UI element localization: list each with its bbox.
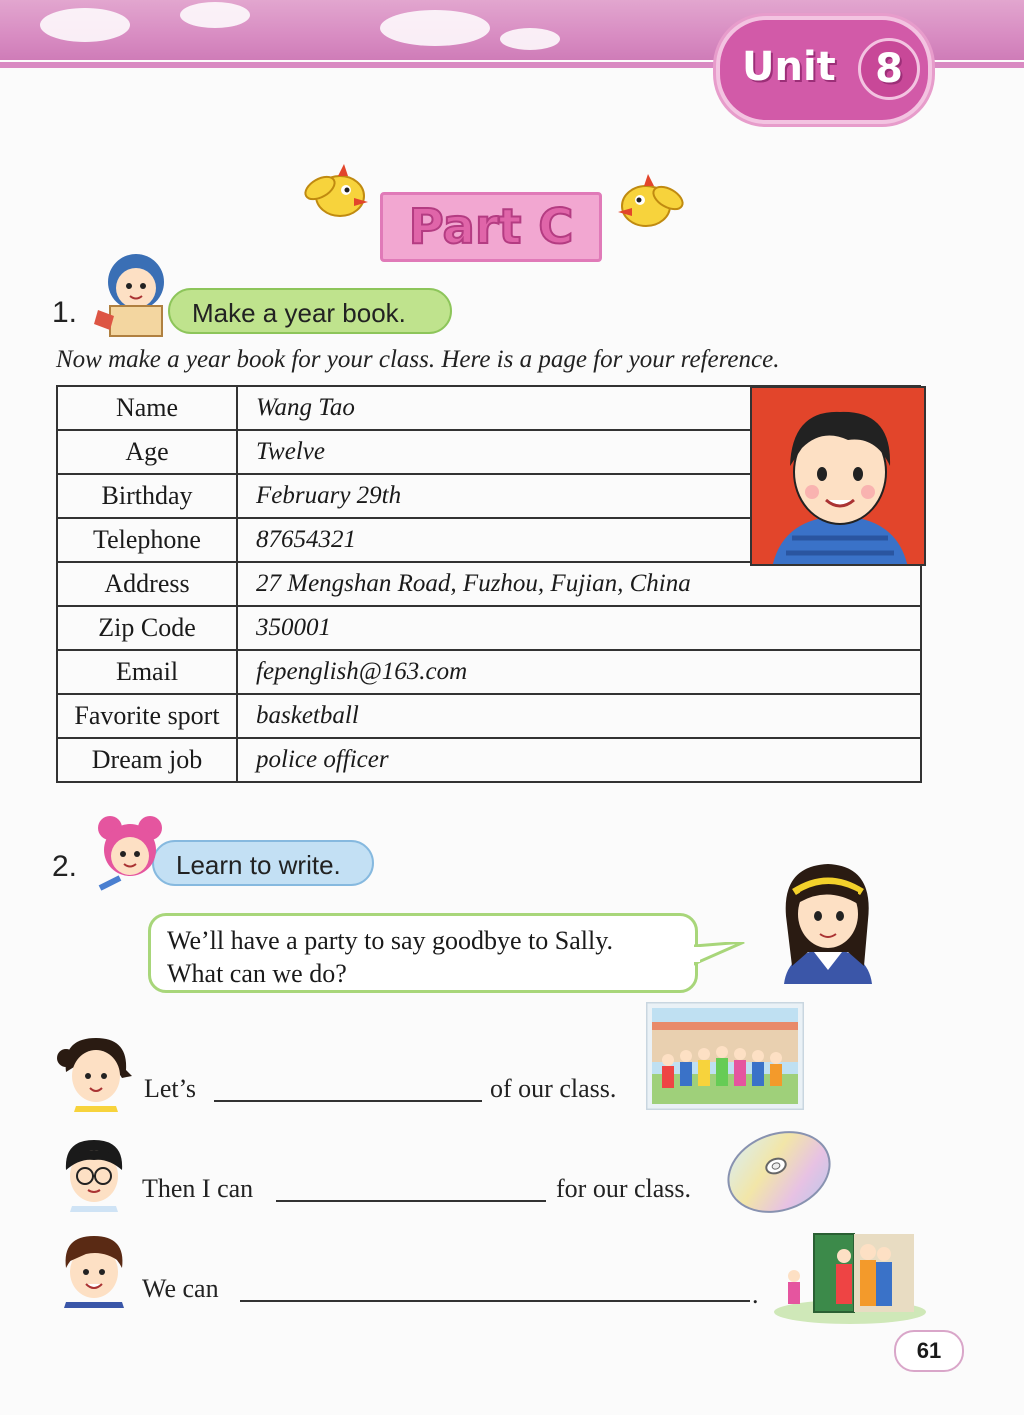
unit-badge <box>716 16 932 124</box>
row-value: 87654321 <box>237 518 921 562</box>
speech-bubble <box>148 913 698 993</box>
sentence-start: We can <box>142 1274 219 1303</box>
family-at-door-icon <box>772 1226 928 1326</box>
section1-number: 1. <box>52 296 78 329</box>
boy-portrait-icon <box>752 388 926 566</box>
girl-writing-icon <box>90 808 170 908</box>
boy-glasses-icon <box>56 1136 132 1212</box>
row-label: Birthday <box>57 474 237 518</box>
row-label: Favorite sport <box>57 694 237 738</box>
part-title: Part C <box>380 192 602 262</box>
sentence-start: Then I can <box>142 1174 254 1203</box>
sentence-end: of our class. <box>490 1074 617 1103</box>
boy-face-icon <box>56 1232 132 1308</box>
answer-blank[interactable] <box>276 1200 546 1202</box>
bird-icon <box>604 170 688 240</box>
table-row <box>57 562 921 606</box>
cloud-decoration <box>180 2 250 28</box>
cloud-decoration <box>500 28 560 50</box>
sentence-end: for our class. <box>556 1174 692 1203</box>
sentence-start: Let’s <box>144 1074 196 1103</box>
table-row <box>57 606 921 650</box>
table-row <box>57 738 921 782</box>
section2-number: 2. <box>52 850 78 883</box>
row-label: Zip Code <box>57 606 237 650</box>
speech-bubble-tail <box>694 942 746 970</box>
row-label: Email <box>57 650 237 694</box>
section1-title: Make a year book. <box>168 288 452 334</box>
row-label: Dream job <box>57 738 237 782</box>
row-value: police officer <box>237 738 921 782</box>
girl-face-icon <box>52 1032 138 1112</box>
table-row <box>57 650 921 694</box>
sentence-end: . <box>752 1280 759 1309</box>
student-photo <box>750 386 926 566</box>
row-label: Address <box>57 562 237 606</box>
girl-portrait-icon <box>764 856 892 984</box>
row-value: fepenglish@163.com <box>237 650 921 694</box>
cd-disc-icon <box>724 1130 834 1214</box>
row-value: Twelve <box>237 430 921 474</box>
cloud-decoration <box>380 10 490 46</box>
unit-label: Unit <box>742 44 836 90</box>
row-value: Wang Tao <box>237 386 921 430</box>
row-label: Name <box>57 386 237 430</box>
row-label: Age <box>57 430 237 474</box>
row-value: February 29th <box>237 474 921 518</box>
class-photo-icon <box>646 1002 804 1110</box>
row-value: basketball <box>237 694 921 738</box>
page-number: 61 <box>894 1330 964 1372</box>
answer-blank[interactable] <box>240 1300 750 1302</box>
instruction-text: Now make a year book for your class. Here is a page for your reference. <box>56 346 780 373</box>
row-value: 350001 <box>237 606 921 650</box>
unit-number: 8 <box>858 38 920 100</box>
row-label: Telephone <box>57 518 237 562</box>
speech-line: We’ll have a party to say goodbye to Sally. <box>167 926 614 955</box>
row-value: 27 Mengshan Road, Fuzhou, Fujian, China <box>237 562 921 606</box>
section2-title: Learn to write. <box>152 840 374 886</box>
speech-line: What can we do? <box>167 959 347 988</box>
bird-icon <box>300 158 380 228</box>
boy-reading-icon <box>88 250 184 340</box>
table-row <box>57 694 921 738</box>
cloud-decoration <box>40 8 130 42</box>
answer-blank[interactable] <box>214 1100 482 1102</box>
